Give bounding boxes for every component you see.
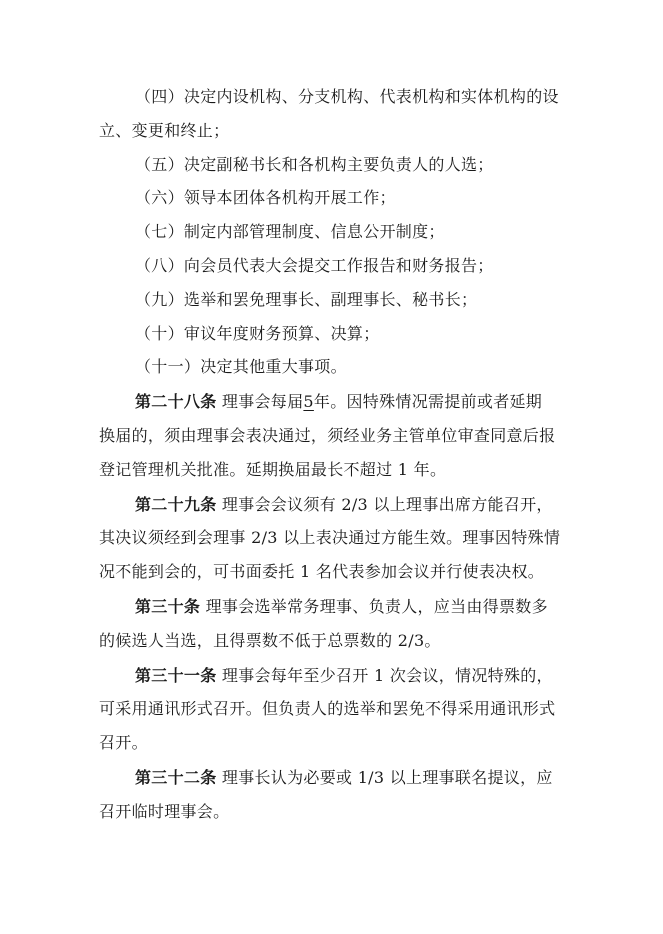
article-31-text: 理事会每年至少召开 1 次会议，情况特殊的， <box>216 665 553 685</box>
clause-8: （八）向会员代表大会提交工作报告和财务报告； <box>135 255 494 275</box>
clause-9: （九）选举和罢免理事长、副理事长、秘书长； <box>135 289 478 309</box>
article-32-label: 第三十二条 <box>135 767 217 787</box>
article-30-line-1 <box>99 590 567 624</box>
article-28-text-a: 理事会每届 <box>216 392 304 412</box>
article-28-term-number: 5 <box>303 392 314 412</box>
article-31-line-1 <box>99 659 567 693</box>
article-32-line-1 <box>99 761 567 795</box>
article-28-label: 第二十八条 <box>135 392 217 412</box>
clause-5: （五）决定副秘书长和各机构主要负责人的人选； <box>135 154 494 174</box>
article-31-line-2: 可采用通讯形式召开。但负责人的选举和罢免不得采用通讯形式 <box>99 699 556 719</box>
clause-4-line-2: 立、变更和终止； <box>99 120 230 140</box>
clause-4-line-1: （四）决定内设机构、分支机构、代表机构和实体机构的设 <box>135 87 559 106</box>
article-29-text: 理事会会议须有 2/3 以上理事出席方能召开， <box>216 494 553 514</box>
article-30-text: 理事会选举常务理事、负责人，应当由得票数多 <box>200 596 548 616</box>
article-30-line-2: 的候选人当选，且得票数不低于总票数的 2/3。 <box>99 630 441 650</box>
article-32-line-2: 召开临时理事会。 <box>99 801 230 821</box>
article-29-line-3: 况不能到会的，可书面委托 1 名代表参加会议并行使表决权。 <box>99 562 545 582</box>
article-28-text-b: 年。因特殊情况需提前或者延期 <box>313 392 543 412</box>
article-28-line-3: 登记管理机关批准。延期换届最长不超过 1 年。 <box>99 459 447 479</box>
article-29-line-2: 其决议须经到会理事 2/3 以上表决通过方能生效。理事因特殊情 <box>99 528 561 548</box>
article-28-line-2: 换届的，须由理事会表决通过，须经业务主管单位审查同意后报 <box>99 425 556 445</box>
article-28-line-1 <box>99 385 567 419</box>
article-30-label: 第三十条 <box>135 596 201 616</box>
article-29-label: 第二十九条 <box>135 494 217 514</box>
article-29-line-1 <box>99 488 567 522</box>
article-31-label: 第三十一条 <box>135 665 217 685</box>
clause-11: （十一）决定其他重大事项。 <box>135 357 347 377</box>
article-31-line-3: 召开。 <box>99 733 148 753</box>
clause-10: （十）审议年度财务预算、决算； <box>135 323 380 343</box>
document-body <box>99 80 567 829</box>
clause-7: （七）制定内部管理制度、信息公开制度； <box>135 222 445 242</box>
article-32-text: 理事长认为必要或 1/3 以上理事联名提议，应 <box>216 767 553 787</box>
clause-6: （六）领导本团体各机构开展工作； <box>135 188 396 208</box>
